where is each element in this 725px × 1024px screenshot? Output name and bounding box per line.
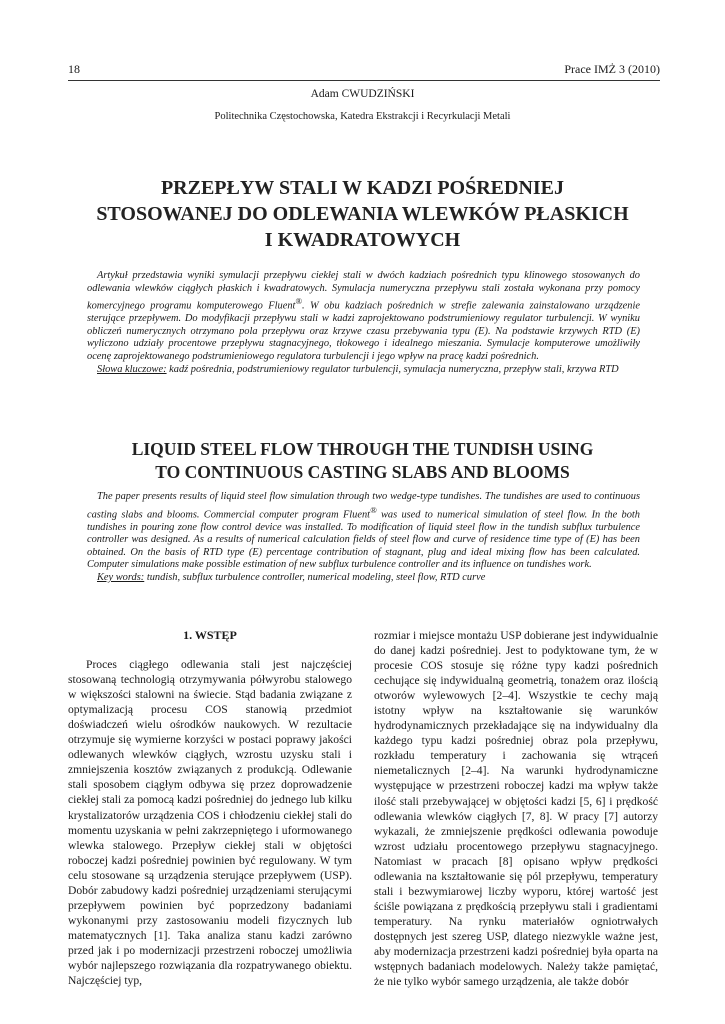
abstract-polish-text	[87, 270, 640, 364]
keywords-list: kadź pośrednia, podstrumieniowy regulator turbulencji, symulacja numeryczna, przepływ stali, krzywa RTD	[166, 363, 619, 375]
keywords-english	[87, 572, 640, 585]
body-paragraph: Proces ciągłego odlewania stali jest najczęściej stosowaną technologią otrzymywania półwyrobu stalowego w większości stalowni na świecie. Stąd badania związane z optymalizacją procesu COS stanowią przedmiot doświadczeń wielu ośrodków naukowych. W rezultacie otrzymuje się wymierne korzyści w postaci poprawy jakości odlewanych wlewków ciągłych, wzrostu uzysku stali i zmniejszenia kosztów związanych z produkcją. Odlewanie stali sposobem ciągłym odbywa się przez doprowadzenie ciekłej stali za pomocą kadzi pośredniej do jednego lub kilku krystalizatorów urządzenia COS i chłodzeniu ciekłej stali do momentu uzyskania w pełni zakrzepniętego i uformowanego wlewka stalowego. Przepływ ciekłej stali w objętości roboczej kadzi pośredniej powinien być regulowany. W tym celu stosowane są urządzenia sterujące przepływem (USP). Dobór zabudowy kadzi pośredniej urządzeniami sterującymi przepływem powinien być poprzedzony badaniami wykonanymi przy zastosowaniu modeli fizycznych lub matematycznych [1]. Taka analiza stanu kadzi zarówno przed jak i po modernizacji przestrzeni roboczej umożliwia wybór najlepszego rozwiązania dla rozpatrywanego obiektu. Najczęściej typ,	[68, 658, 352, 988]
title-polish-line: I KWADRATOWYCH	[264, 229, 461, 251]
registered-mark: ®	[370, 504, 377, 515]
keywords-list: tundish, subflux turbulence controller, numerical modeling, steel flow, RTD curve	[144, 572, 486, 584]
author-name: Adam CWUDZIŃSKI	[310, 88, 415, 100]
body-column-right	[374, 628, 658, 996]
abstract-polish	[87, 270, 640, 376]
abstract-english-text	[87, 491, 640, 572]
page-number: 18	[68, 62, 80, 76]
keywords-polish	[87, 364, 640, 377]
body-columns	[68, 628, 658, 996]
journal-reference: Prace IMŻ 3 (2010)	[564, 62, 660, 76]
title-english-line: TO CONTINUOUS CASTING SLABS AND BLOOMS	[155, 462, 570, 482]
abstract-text-part: Artykuł przedstawia wyniki symulacji przepływu ciekłej stali w dwóch kadziach pośrednich typu klinowego stosowanych do odlewania wlewków ciągłych płaskich i kwadratowych. Symulacja numeryczna przepływu stali została wykonana przy pomocy komercyjnego programu komputerowego Fluent	[87, 270, 640, 312]
section-heading: 1. WSTĘP	[183, 628, 237, 642]
title-polish-line: PRZEPŁYW STALI W KADZI POŚREDNIEJ	[160, 177, 565, 199]
title-polish	[60, 175, 665, 253]
body-paragraph: rozmiar i miejsce montażu USP dobierane jest indywidualnie do danej kadzi pośredniej. Jest to podyktowane tym, że w procesie COS stosuje się różne typy kadzi pośrednich cechujące się indywidualną geometrią, tonażem oraz ilością otworów wylewowych [2–4]. Wszystkie te cechy mają istotny wpływ na kształtowanie się warunków hydrodynamicznych przekładające się na indywidualny dla każdego typu kadzi pośredniej obraz pola przepływu, rozkładu temperatury i zachowania się wtrąceń niemetalicznych [2–4]. Na warunki hydrodynamiczne występujące w przestrzeni roboczej kadzi ma wpływ także ilość stali przebywającej w objętości kadzi [5, 6] i prędkość odlewania wlewków ciągłych [7, 8]. W pracy [7] autorzy wykazali, że zmniejszenie prędkości odlewania powoduje wzrost udziału procentowego przepływu stagnacyjnego. Natomiast w pracach [8] opisano wpływ prędkości odlewania na kształtowanie się pól przepływu, temperatury stali i bezwymiarowej liczby wyporu, której wartość jest ściśle powiązana z prędkością przepływu stali i gradientami temperatury. Na rynku materiałów ogniotrwałych dostępnych jest szereg USP, dlatego niezwykle ważne jest, aby modernizacja przestrzeni kadzi pośredniej była oparta na wstępnych badaniach modelowych. Należy także pamiętać, że nie tylko wybór samego urządzenia, ale także dobór	[374, 629, 658, 989]
abstract-text-part: . W obu kadziach pośrednich w strefie zalewania zainstalowano urządzenie sterujące przepływem. Do modyfikacji przepływu stali w kadzi zaprojektowano podstrumieniowy regulator turbulencji. W wyniku obliczeń numerycznych otrzymano pola przepływu oraz krzywe czasu przebywania typu (E). Na podstawie krzywych RTD (E) wyliczono udziały procentowe przepływu stagnacyjnego, tłokowego i idealnego mieszania. Symulacje komputerowe umożliwiły ocenę zaprojektowanego podstrumieniowego regulatora turbulencji i jego wpływ na pracę kadzi pośrednich.	[87, 300, 640, 363]
body-column-left	[68, 628, 352, 996]
header-rule	[68, 80, 660, 81]
abstract-text-part: The paper presents results of liquid steel flow simulation through two wedge-type tundishes. The tundishes are used to continuous casting slabs and blooms. Commercial computer program Fluent	[87, 491, 640, 521]
title-polish-line: STOSOWANEJ DO ODLEWANIA WLEWKÓW PŁASKICH	[96, 203, 629, 225]
abstract-text-part: was used to numerical simulation of steel flow. In the both tundishes in pouring zone flow control device was installed. To modification of liquid steel flow in the tundish subflux turbulence controller was designed. As a results of numerical calculation fields of steel flow and curve of residence time type of (E) has been obtained. On the basis of RTD type (E) percentage contribution of stagnant, plug and ideal mixing flow has been calculated. Computer simulations make possible estimation of new subflux turbulence controller and its influence on tundishes work.	[87, 509, 640, 571]
title-english	[60, 438, 665, 484]
registered-mark: ®	[295, 296, 302, 307]
keywords-label: Key words:	[97, 572, 145, 584]
abstract-english	[87, 491, 640, 585]
author-affiliation: Politechnika Częstochowska, Katedra Ekstrakcji i Recyrkulacji Metali	[214, 111, 511, 122]
title-english-line: LIQUID STEEL FLOW THROUGH THE TUNDISH USING	[131, 439, 594, 459]
keywords-label: Słowa kluczowe:	[97, 363, 167, 375]
